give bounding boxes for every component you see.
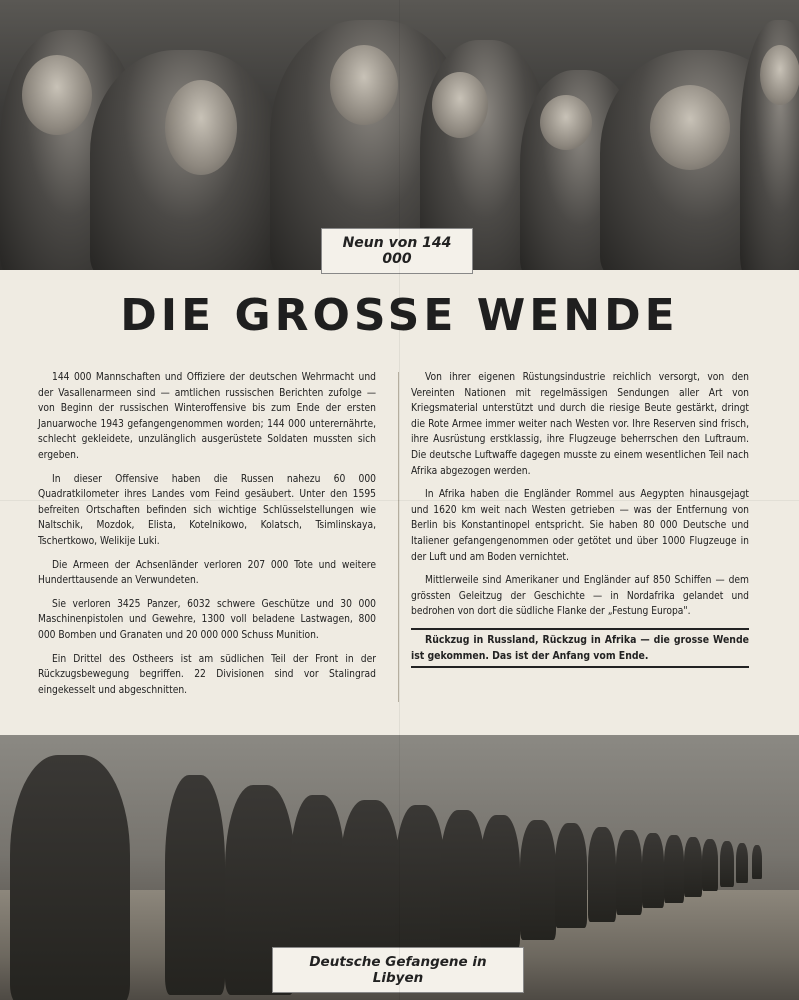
headline: DIE GROSSE WENDE [120, 290, 679, 341]
right-paragraph: In Afrika haben die Engländer Rommel aus Aegypten hinausgejagt und 1620 km weit nach Westen getrieben — was der Entfernung von Berlin bis Konstantinopel entspricht. Sie haben 80 000 Deutsche und Italiener gefangengenommen oder getötet und über 1000 Flugzeuge in der Luft und am Boden vernichtet. [411, 489, 749, 563]
right-column [411, 370, 749, 668]
fold-crease-horizontal [0, 500, 799, 501]
right-paragraph: Von ihrer eigenen Rüstungsindustrie reichlich versorgt, von den Vereinten Nationen mit regelmässigen Sendungen aller Art von Kriegsmaterial unterstützt und durch die riesige Beute gestärkt, dringt die Rote Armee immer weiter nach Westen vor. Ihre Reserven sind frisch, ihre Ausrüstung erstklassig, ihre Flugzeuge beherrschen den Luftraum. Die deutsche Luftwaffe dagegen musste zu einem wesentlichen Teil nach Afrika abgezogen werden. [411, 372, 749, 477]
conclusion-statement: Rückzug in Russland, Rückzug in Afrika — die grosse Wende ist gekommen. Das ist der Anfang vom Ende. [411, 628, 749, 668]
left-paragraph: 144 000 Mannschaften und Offiziere der deutschen Wehrmacht und der Vasallenarmeen sind — amtlichen russischen Berichten zufolge — von Beginn der russischen Winteroffensive bis zum Ende der ersten Januarwoche 1943 gefangengenommen worden; 144 000 unterernährte, schlecht gekleidete, unzulänglich ausgerüstete Soldaten mussten sich ergeben. [38, 372, 376, 461]
left-paragraph: In dieser Offensive haben die Russen nahezu 60 000 Quadratkilometer ihres Landes vom Feind gesäubert. Unter den 1595 befreiten Ortschaften befinden sich wichtige Schlüsselstellungen wie Naltschik, Mozdok, Elista, Kotelnikowo, Kolatsch, Tsimlinskaya, Tschertkowo, Welikije Luki. [38, 473, 376, 547]
left-paragraph: Die Armeen der Achsenländer verloren 207 000 Tote und weitere Hunderttausende an Verwundeten. [38, 559, 376, 587]
left-paragraph: Sie verloren 3425 Panzer, 6032 schwere Geschütze und 30 000 Maschinenpistolen und Gewehre, 1300 voll beladene Lastwagen, 800 000 Bomben und Granaten und 20 000 000 Schuss Munition. [38, 598, 376, 641]
bottom-photo-caption: Deutsche Gefangene in Libyen [272, 947, 524, 993]
right-paragraph: Mittlerweile sind Amerikaner und Engländer auf 850 Schiffen — dem grössten Geleitzug der Geschichte — in Nordafrika gelandet und bedrohen von dort die südliche Flanke der „Festung Europa". [411, 575, 749, 618]
left-column [38, 370, 376, 706]
left-paragraph: Ein Drittel des Ostheers ist am südlichen Teil der Front in der Rückzugsbewegung begriffen. 22 Divisionen sind vor Stalingrad eingekesselt und abgeschnitten. [38, 653, 376, 696]
top-photo-caption: Neun von 144 000 [321, 228, 473, 274]
